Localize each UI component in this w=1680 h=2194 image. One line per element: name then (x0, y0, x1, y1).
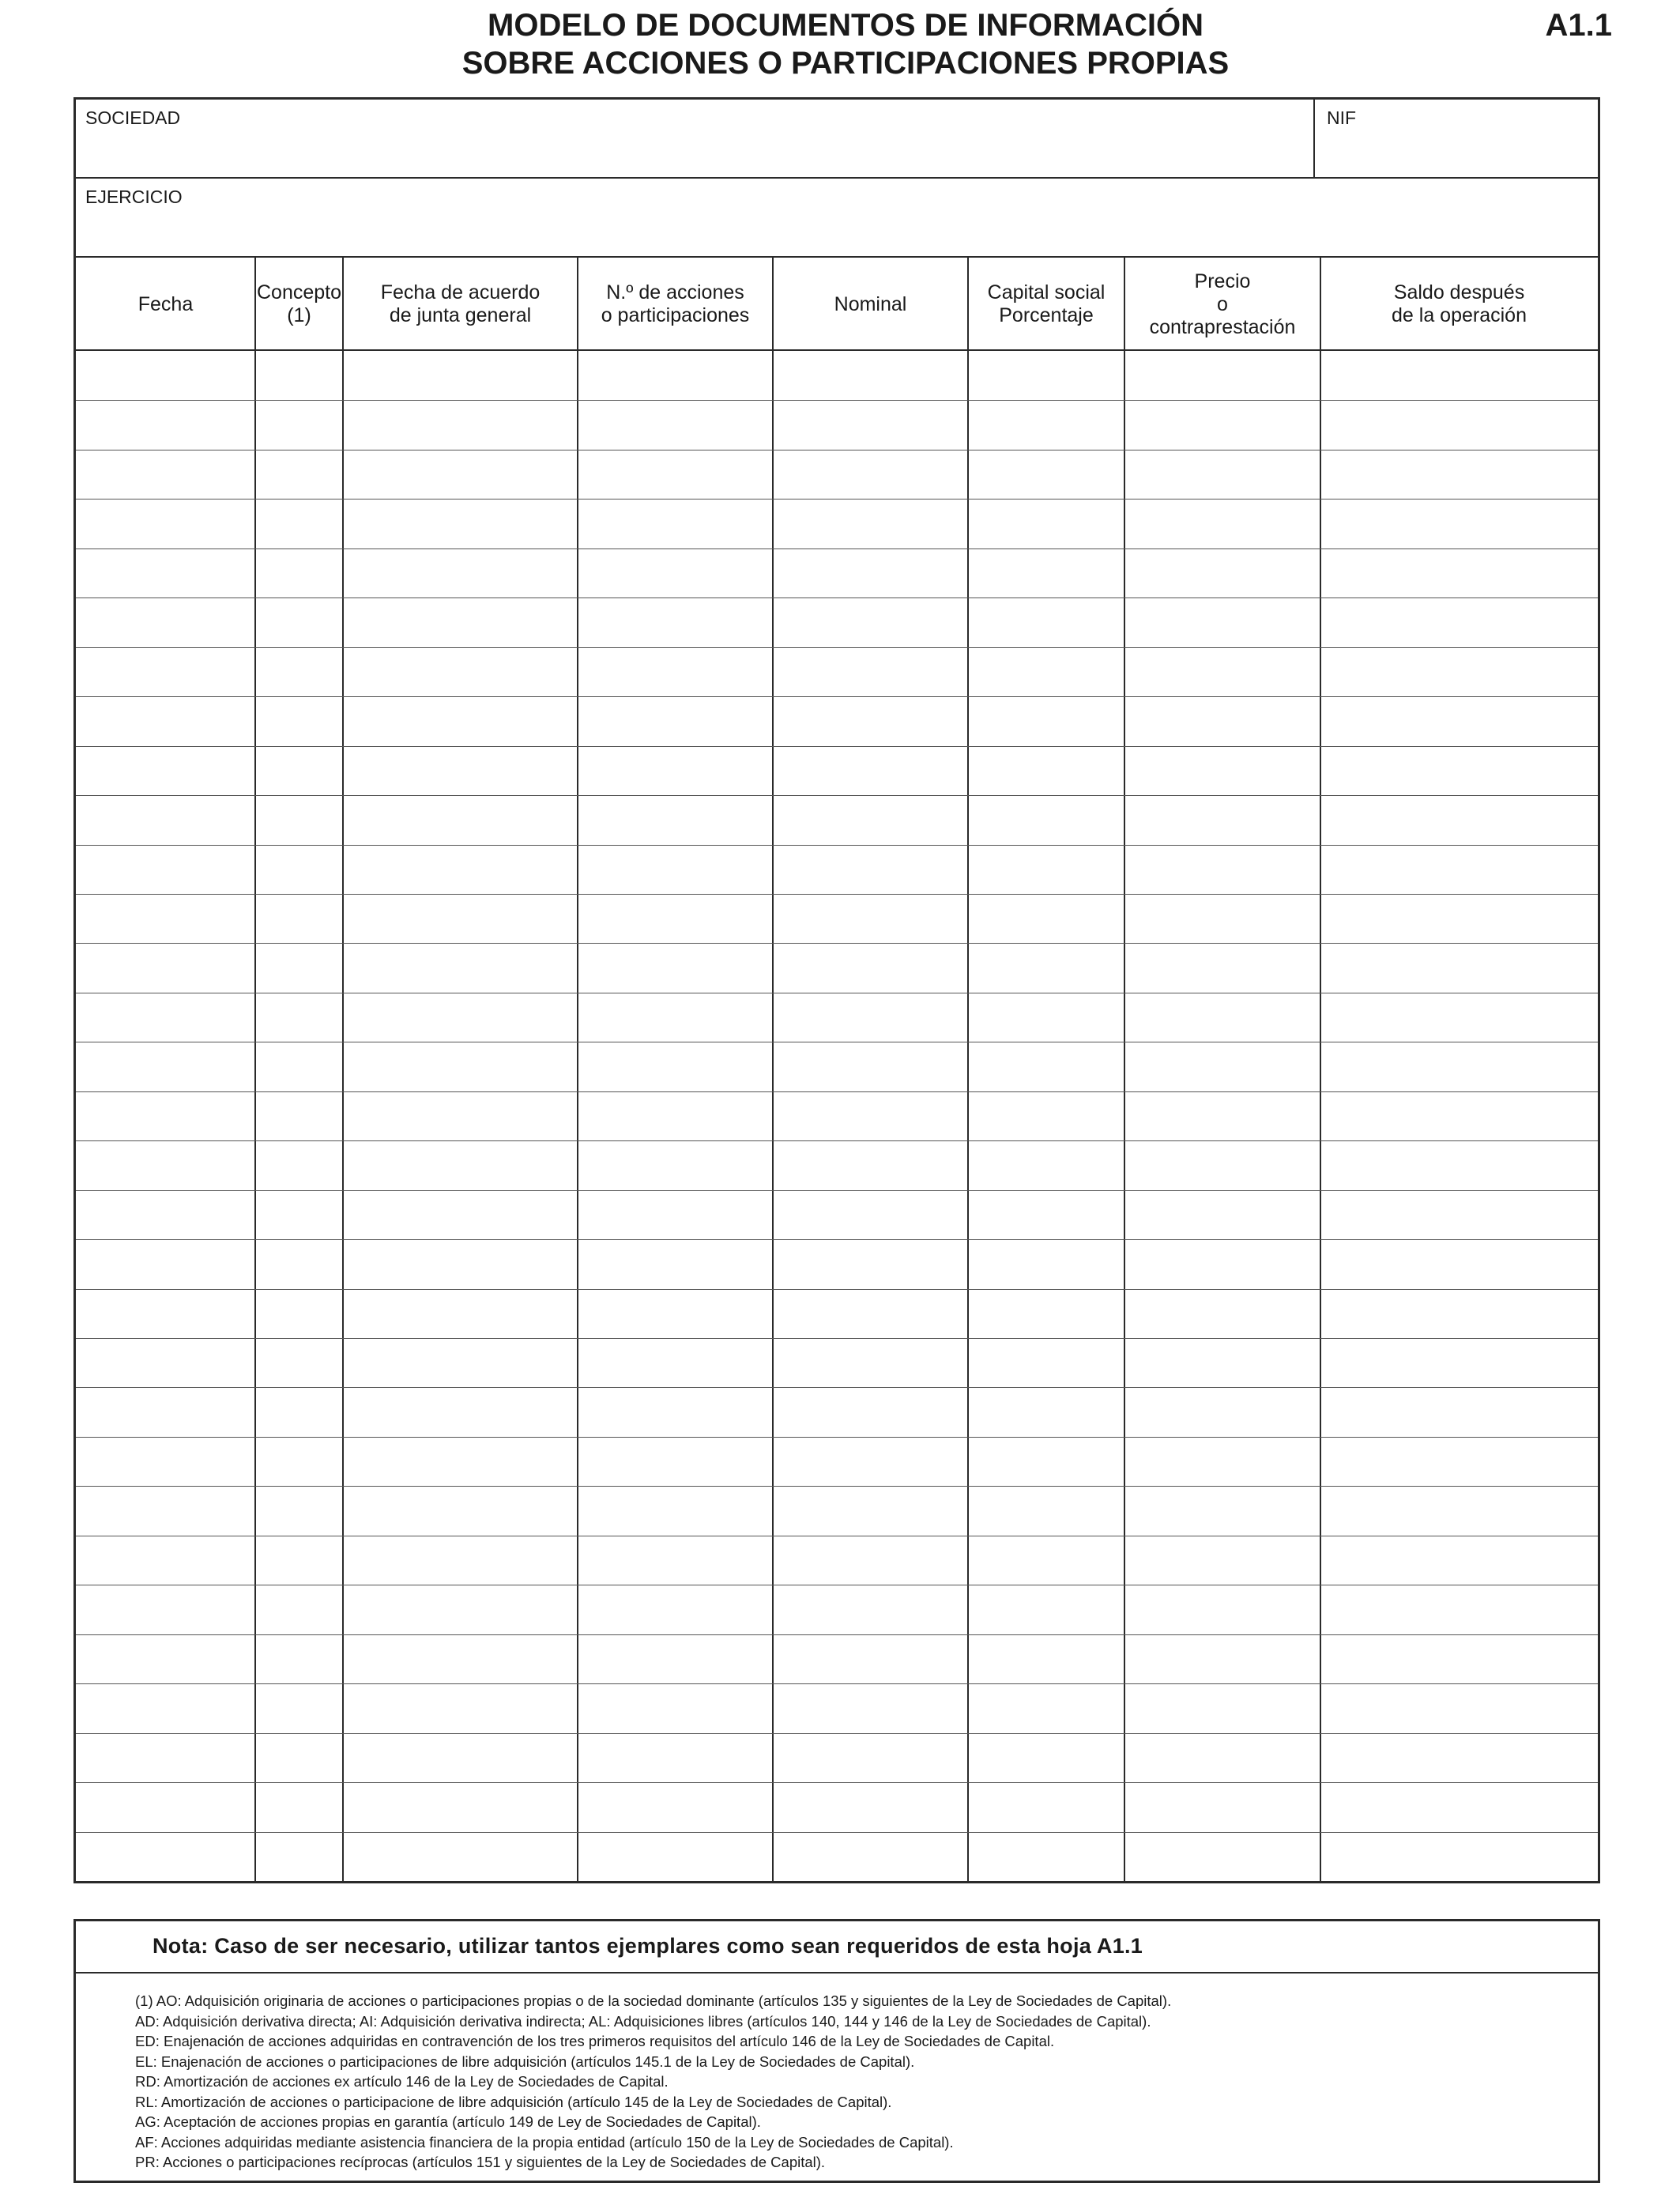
table-row-line (76, 1437, 1598, 1438)
sociedad-label: SOCIEDAD (85, 107, 181, 128)
col-fecha: Fecha (137, 292, 194, 315)
col-fecha-acuerdo: Fecha de acuerdo de junta general (380, 281, 541, 326)
column-divider (772, 258, 774, 1881)
col-precio: Precio o contraprestación (1149, 270, 1296, 338)
table-row-line (76, 647, 1598, 648)
table-row-line (76, 1733, 1598, 1734)
footnote-line: RD: Amortización de acciones ex artículo 146 de la Ley de Sociedades de Capital. (135, 2073, 669, 2090)
title-line-1: MODELO DE DOCUMENTOS DE INFORMACIÓN (488, 8, 1203, 43)
table-row-line (76, 1387, 1598, 1388)
nif-label: NIF (1327, 107, 1357, 128)
table-row-line (76, 1190, 1598, 1191)
ejercicio-label: EJERCICIO (85, 187, 183, 207)
footnotes (135, 1991, 1171, 2173)
col-nominal: Nominal (834, 292, 907, 315)
form-frame (73, 97, 1600, 1883)
table-row-line (76, 1091, 1598, 1092)
col-concepto: Concepto (1) (256, 281, 342, 326)
footnote-line: AG: Aceptación de acciones propias en garantía (artículo 149 de Ley de Sociedades de Capital). (135, 2113, 761, 2130)
form-code: A1.1 (1545, 8, 1612, 43)
page-title (316, 6, 1375, 82)
table-row-line (76, 795, 1598, 796)
footnote-line: RL: Amortización de acciones o participacione de libre adquisición (artículo 145 de la Ley de Sociedades de Capital). (135, 2093, 892, 2110)
col-saldo: Saldo después de la operación (1392, 281, 1527, 326)
column-divider (1320, 258, 1321, 1881)
col-num-acciones: N.º de acciones o participaciones (601, 281, 750, 326)
ejercicio-row (76, 179, 1598, 258)
column-divider (577, 258, 578, 1881)
table-row-line (76, 894, 1598, 895)
footnote-line: EL: Enajenación de acciones o participaciones de libre adquisición (artículos 145.1 de la Ley de Sociedades de Capital). (135, 2053, 915, 2070)
table-row-line (76, 1832, 1598, 1833)
table-row-line (76, 746, 1598, 747)
table-row-line (76, 400, 1598, 401)
footnote-line: AF: Acciones adquiridas mediante asistencia financiera de la propia entidad (artículo 150 de la Ley de Sociedades de Capital). (135, 2133, 954, 2151)
column-divider (1124, 258, 1125, 1881)
column-divider (342, 258, 344, 1881)
table-row-line (76, 1683, 1598, 1684)
sociedad-row (76, 100, 1598, 179)
column-divider (967, 258, 969, 1881)
table-row-line (76, 1289, 1598, 1290)
title-line-2: SOBRE ACCIONES O PARTICIPACIONES PROPIAS (461, 46, 1230, 81)
footnote-line: ED: Enajenación de acciones adquiridas en contravención de los tres primeros requisitos del artículo 146 de la Ley de Sociedades de Capital. (135, 2033, 1055, 2049)
table-row-line (76, 696, 1598, 697)
table-row-line (76, 1782, 1598, 1783)
col-capital-social: Capital social Porcentaje (987, 281, 1106, 326)
table-row-line (76, 1140, 1598, 1141)
footnote-line: PR: Acciones o participaciones recíprocas (artículos 151 y siguientes de la Ley de Sociedades de Capital). (135, 2154, 826, 2170)
table-row-line (76, 1486, 1598, 1487)
column-divider (254, 258, 256, 1881)
footnote-line: AD: Adquisición derivativa directa; AI: Adquisición derivativa indirecta; AL: Adquisiciones libres (artículos 140, 144 y 146 de la Ley de Sociedades de Capital). (135, 2012, 1151, 2030)
nota-box (73, 1919, 1600, 2183)
nota-header (76, 1921, 1598, 1973)
table-row-line (76, 845, 1598, 846)
nif-divider (1313, 100, 1315, 179)
table-header (76, 258, 1598, 351)
table-row-line (76, 1338, 1598, 1339)
table-row-line (76, 943, 1598, 944)
table-row-line (76, 1239, 1598, 1240)
nota-text: Nota: Caso de ser necesario, utilizar tantos ejemplares como sean requeridos de esta hoja A1.1 (153, 1934, 1143, 1958)
footnote-line: (1) AO: Adquisición originaria de acciones o participaciones propias o de la sociedad dominante (artículos 135 y siguientes de la Ley de Sociedades de Capital). (135, 1992, 1172, 2009)
table-row-line (76, 548, 1598, 549)
table-row-line (76, 1634, 1598, 1635)
